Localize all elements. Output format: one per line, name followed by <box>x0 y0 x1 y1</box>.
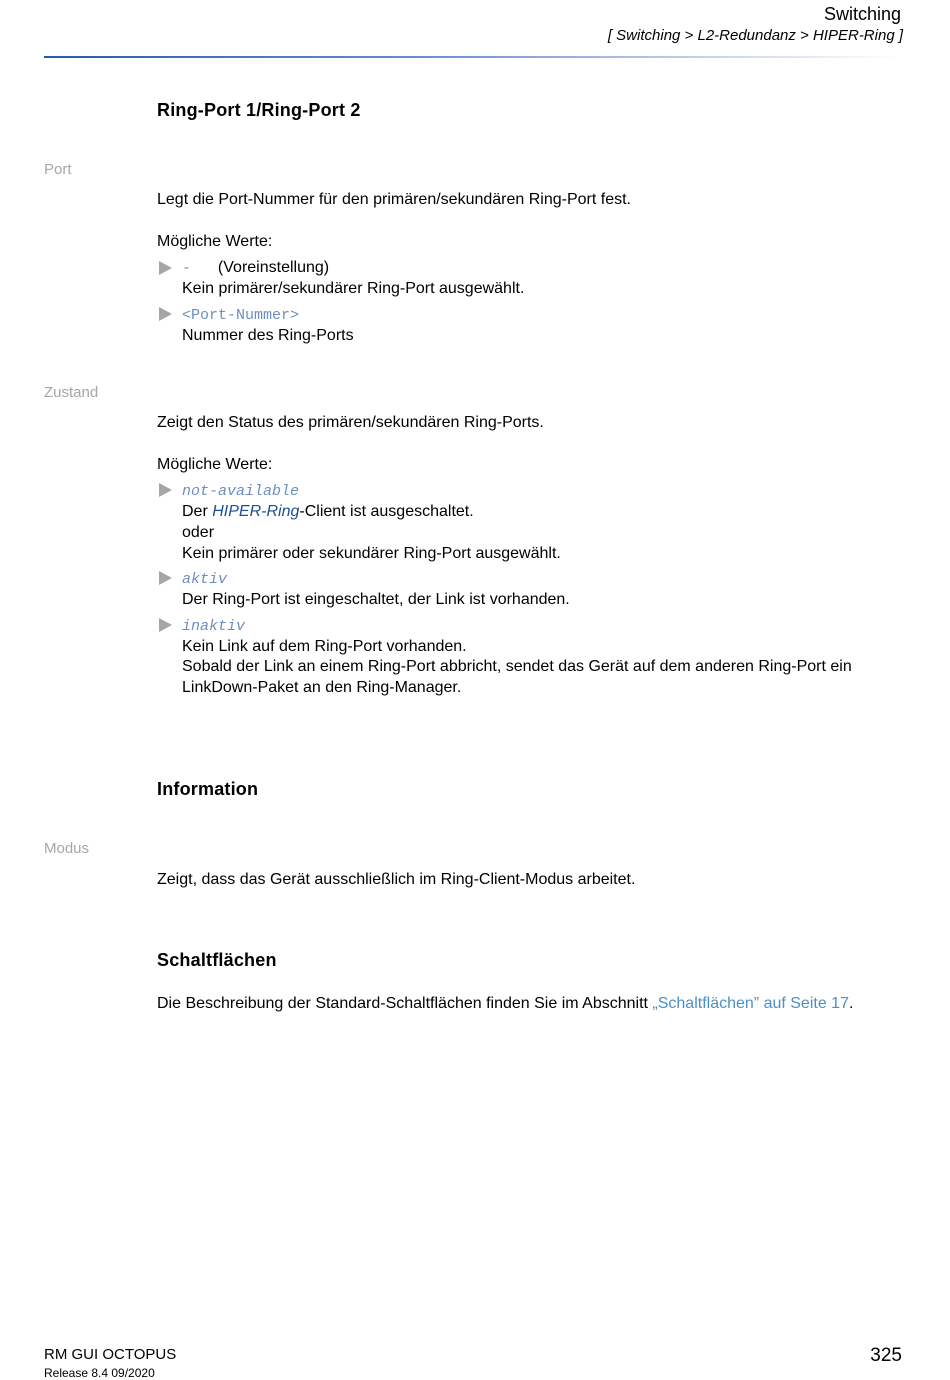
zustand-value-code: not-available <box>182 483 300 500</box>
zustand-inaktiv-line1: Kein Link auf dem Ring-Port vorhanden. <box>182 638 467 655</box>
bullet-triangle-icon <box>159 618 172 632</box>
zustand-aktiv-text: Der Ring-Port ist eingeschaltet, der Link ist vorhanden. <box>182 591 570 608</box>
header-title: Switching <box>823 4 901 24</box>
side-label-modus: Modus <box>44 840 90 857</box>
section-heading-information: Information <box>157 779 259 799</box>
footer-product: RM GUI OCTOPUS <box>44 1346 177 1363</box>
zustand-description: Zeigt den Status des primären/sekundären Ring-Ports. <box>157 414 544 431</box>
zustand-value-inaktiv <box>182 615 245 637</box>
bullet-triangle-icon <box>159 483 172 497</box>
hiper-ring-link[interactable]: HIPER-Ring <box>212 503 300 520</box>
bullet-triangle-icon <box>159 261 172 275</box>
port-values-intro: Mögliche Werte: <box>157 233 273 250</box>
port-value-code: - <box>182 260 192 277</box>
section-heading-ringport: Ring-Port 1/Ring-Port 2 <box>157 100 361 120</box>
text-suffix: -Client ist ausgeschaltet. <box>299 503 474 520</box>
section-heading-buttons: Schaltflächen <box>157 950 277 970</box>
zustand-value-code: inaktiv <box>182 618 246 635</box>
port-value-default-text: Kein primärer/sekundärer Ring-Port ausgewählt. <box>182 280 525 297</box>
side-label-port: Port <box>44 161 72 178</box>
header-divider <box>44 56 902 58</box>
port-description: Legt die Port-Nummer für den primären/sekundären Ring-Port fest. <box>157 191 631 208</box>
side-label-zustand: Zustand <box>44 384 99 401</box>
text-suffix: . <box>848 995 854 1012</box>
zustand-value-aktiv <box>182 568 227 590</box>
zustand-not-available-line2: oder <box>182 524 215 541</box>
zustand-not-available-line1 <box>182 501 474 522</box>
port-value-number-text: Nummer des Ring-Ports <box>182 327 354 344</box>
page-number: 325 <box>870 1345 902 1366</box>
zustand-not-available-line3: Kein primärer oder sekundärer Ring-Port ausgewählt. <box>182 545 561 562</box>
text-prefix: Die Beschreibung der Standard-Schaltflächen finden Sie im Abschnitt <box>157 995 653 1012</box>
zustand-value-not-available <box>182 480 299 502</box>
text-prefix: Der <box>182 503 213 520</box>
modus-description: Zeigt, dass das Gerät ausschließlich im Ring-Client-Modus arbeitet. <box>157 871 636 888</box>
cross-reference-link[interactable]: „Schaltflächen” auf Seite 17 <box>652 995 849 1012</box>
port-value-number <box>182 304 299 326</box>
zustand-value-code: aktiv <box>182 571 228 588</box>
bullet-triangle-icon <box>159 307 172 321</box>
bullet-triangle-icon <box>159 571 172 585</box>
buttons-description <box>157 993 853 1014</box>
port-value-default <box>182 257 329 279</box>
zustand-values-intro: Mögliche Werte: <box>157 456 273 473</box>
port-value-code: <Port-Nummer> <box>182 307 300 324</box>
port-value-suffix: (Voreinstellung) <box>217 259 330 276</box>
zustand-inaktiv-line3: LinkDown-Paket an den Ring-Manager. <box>182 679 462 696</box>
zustand-inaktiv-line2: Sobald der Link an einem Ring-Port abbricht, sendet das Gerät auf dem anderen Ring-Port ein <box>182 658 852 675</box>
breadcrumb: [ Switching > L2-Redundanz > HIPER-Ring ] <box>607 27 903 44</box>
footer-release: Release 8.4 09/2020 <box>44 1366 155 1380</box>
